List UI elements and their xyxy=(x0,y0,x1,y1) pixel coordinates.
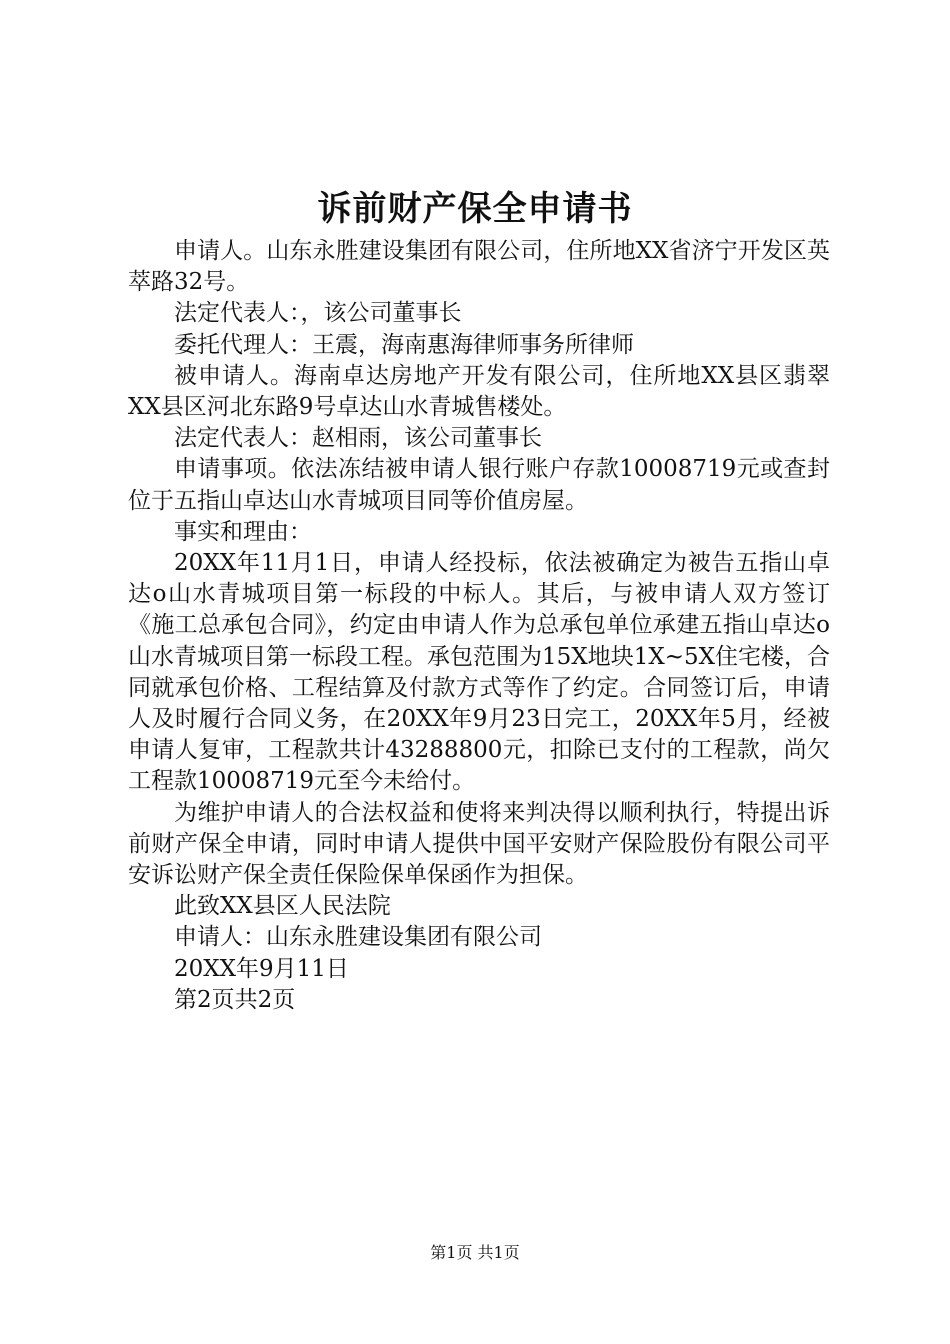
signature-line: 申请人：山东永胜建设集团有限公司 xyxy=(174,924,542,951)
request-paragraph: 申请事项。依法冻结被申请人银行账户存款10008719元或查封位于五指山卓达山水青城项目同等价值房屋。 xyxy=(128,456,830,514)
legal-representative-line: 法定代表人：，该公司董事长 xyxy=(174,300,462,327)
facts-paragraph: 20XX年11月1日，申请人经投标，依法被确定为被告五指山卓达o山水青城项目第一标段的中标人。其后，与被申请人双方签订《施工总承包合同》，约定由申请人作为总承包单位承建五指山卓达o山水青城项目第一标段工程。承包范围为15X地块1X~5X住宅楼，合同就承包价格、工程结算及付款方式等作了约定。合同签订后，申请人及时履行合同义务，在20XX年9月23日完工，20XX年5月，经被申请人复审，工程款共计43288800元，扣除已支付的工程款，尚欠工程款10008719元至今未给付。 xyxy=(128,550,830,795)
respondent-representative-line: 法定代表人：赵相雨，该公司董事长 xyxy=(174,425,542,452)
respondent-paragraph: 被申请人。海南卓达房地产开发有限公司，住所地XX县区翡翠XX县区河北东路9号卓达山水青城售楼处。 xyxy=(128,362,830,421)
purpose-paragraph: 为维护申请人的合法权益和使将来判决得以顺利执行，特提出诉前财产保全申请，同时申请人提供中国平安财产保险股份有限公司平安诉讼财产保全责任保险保单保函作为担保。 xyxy=(128,799,830,889)
inline-page-number: 第2页共2页 xyxy=(174,986,296,1013)
agent-line: 委托代理人：王震，海南惠海律师事务所律师 xyxy=(174,331,634,358)
applicant-paragraph: 申请人。山东永胜建设集团有限公司，住所地XX省济宁开发区英萃路32号。 xyxy=(128,238,830,296)
document-title: 诉前财产保全申请书 xyxy=(317,189,633,229)
facts-heading: 事实和理由： xyxy=(174,518,312,545)
addressee-line: 此致XX县区人民法院 xyxy=(174,893,391,920)
date-line: 20XX年9月11日 xyxy=(174,955,349,982)
page-footer: 第1页 共1页 xyxy=(430,1243,520,1262)
document-body xyxy=(128,236,830,1016)
